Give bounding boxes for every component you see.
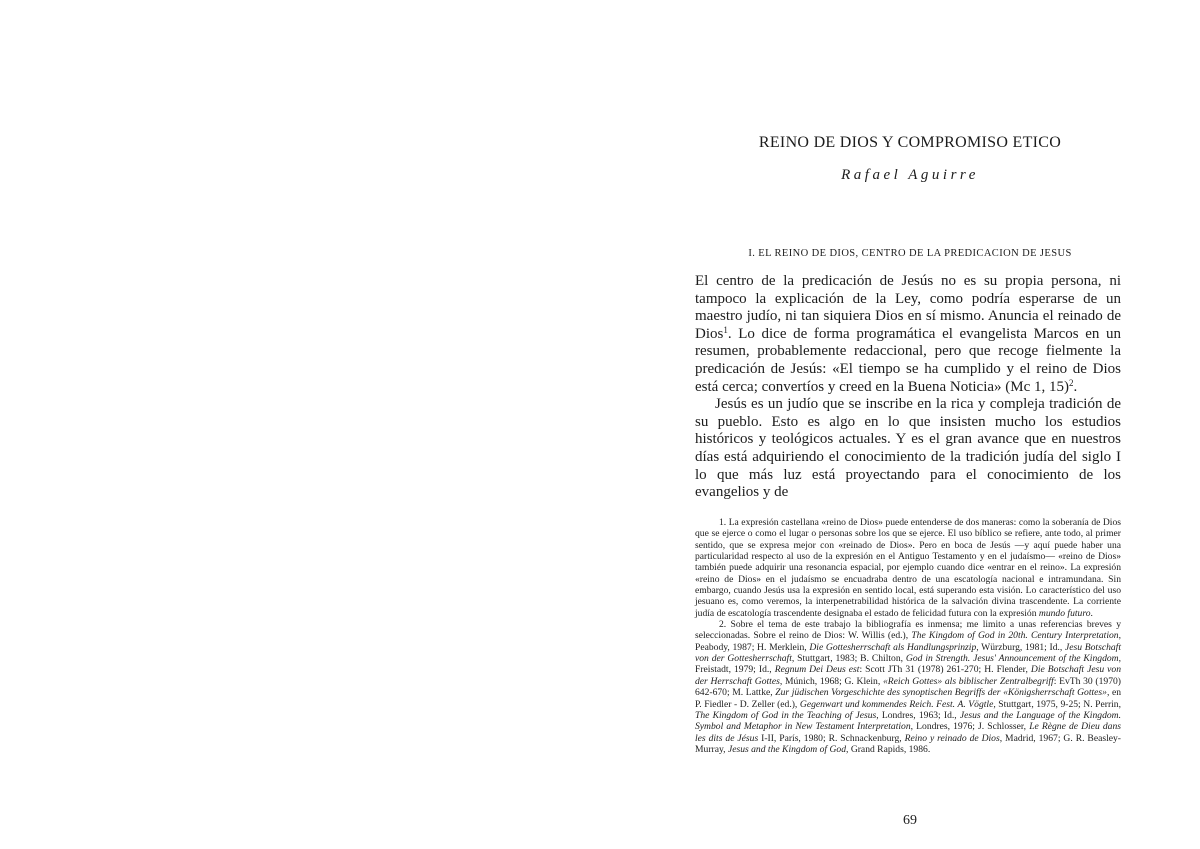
page-number: 69 xyxy=(903,813,917,828)
paragraph: Jesús es un judío que se inscribe en la rica y compleja tradición de su pueblo. Esto es algo en lo que insisten mucho los estudios históricos y teológicos actuales. Y es el gran avance que en nuestros días está adquiriendo el conocimiento de la tradición judía del siglo I lo que más luz está proyectando para el conocimiento de los evangelios y de xyxy=(695,396,1121,501)
article-author: Rafael Aguirre xyxy=(841,167,979,183)
footnote-ref: 2 xyxy=(1069,377,1074,388)
body-text xyxy=(695,273,1121,502)
article-title: REINO DE DIOS Y COMPROMISO ETICO xyxy=(758,134,1062,151)
section-heading: I. EL REINO DE DIOS, CENTRO DE LA PREDICACION DE JESUS xyxy=(748,248,1072,259)
paragraph: El centro de la predicación de Jesús no es su propia persona, ni tampoco la explicación de la Ley, como podría esperarse de un maestro judío, ni tan siquiera Dios en sí mismo. Anuncia el reinado de Dios$^1$. Lo dice de forma programática el evangelista Marcos en un resumen, probablemente redaccional, pero que recoge fielmente la predicación de Jesús: «El tiempo se ha cumplido y el reino de Dios está cerca; convertíos y creed en la Buena Noticia» (Mc 1, 15)$^2$. xyxy=(695,273,1121,395)
footnote-2: 2. Sobre el tema de este trabajo la bibliografía es inmensa; me limito a unas referencias breves y seleccionadas. Sobre el reino de Dios: W. Willis (ed.), The Kingdom of God in 20th. Century Interpretation, Peabody, 1987; H. Merklein, Die Gottesherrschaft als Handlungsprinzip, Würzburg, 1981; Id., Jesu Botschaft von der Gottesherrschaft, Stuttgart, 1983; B. Chilton, God in Strength. Jesus' Announcement of the Kingdom, Freistadt, 1979; Id., Regnum Dei Deus est: Scott JTh 31 (1978) 261-270; H. Flender, Die Botschaft Jesu von der Herrschaft Gottes, Múnich, 1968; G. Klein, «Reich Gottes» als biblischer Zentralbegriff: EvTh 30 (1970) 642-670; M. Lattke, Zur jüdischen Vorgeschichte des synoptischen Begriffs der «Königsherrschaft Gottes», en P. Fiedler - D. Zeller (ed.), Gegenwart und kommendes Reich. Fest. A. Vögtle, Stuttgart, 1975, 9-25; N. Perrin, The Kingdom of God in the Teaching of Jesus, Londres, 1963; Id., Jesus and the Language of the Kingdom. Symbol and Metaphor in New Testament Interpretation, Londres, 1976; J. Schlosser, Le Règne de Dieu dans les dits de Jésus I-II, París, 1980; R. Schnackenburg, Reino y reinado de Dios, Madrid, 1967; G. R. Beasley-Murray, Jesus and the Kingdom of God, Grand Rapids, 1986. xyxy=(695,619,1122,755)
footnote-1: 1. La expresión castellana «reino de Dios» puede entenderse de dos maneras: como la soberanía de Dios que se ejerce o como el lugar o personas sobre los que se ejerce. El uso bíblico se refiere, ante todo, al primer sentido, que se expresa mejor con «reinado de Dios». Pero en boca de Jesús —y aquí puede haber una particularidad respecto al uso de la expresión en el Antiguo Testamento y en el judaísmo— «reino de Dios» también puede adquirir una resonancia espacial, por ejemplo cuando dice «entrar en el reino». La expresión «reino de Dios» en el judaísmo se encuadraba dentro de una escatología nacional e intramundana. Sin embargo, cuando Jesús usa la expresión en sentido local, está superando esta visión. Lo característico del uso jesuano es, como veremos, la interpenetrabilidad histórica de la salvación divina trascendente. La corriente judía de escatología trascendente designaba el estado de felicidad futura con la expresión mundo futuro. xyxy=(695,517,1121,619)
footnotes xyxy=(695,517,1121,755)
footnote-ref: 1 xyxy=(723,324,728,335)
